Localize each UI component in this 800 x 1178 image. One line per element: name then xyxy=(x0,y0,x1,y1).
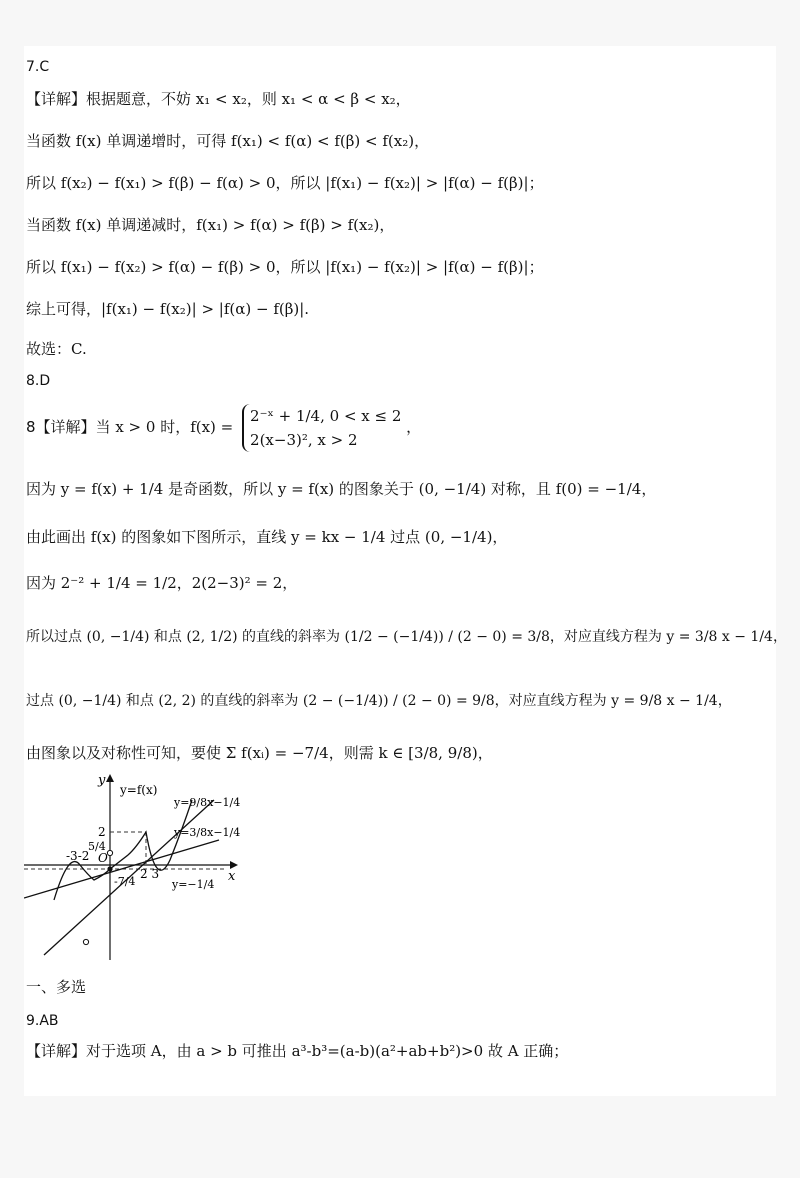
origin-label: O xyxy=(98,851,108,865)
q9-answer: 9.AB xyxy=(26,1013,59,1029)
tick-y-2: 2 xyxy=(98,825,106,839)
q8-line-6: 过点 (0, −1/4) 和点 (2, 2) 的直线的斜率为 (2 − (−1/4)) / (2 − 0) = 9/8，对应直线方程为 y = 9/8 x − 1/4， xyxy=(26,693,732,709)
y-axis-label: y xyxy=(98,773,106,788)
q7-answer: 7.C xyxy=(26,59,50,75)
detail-tag: 【详解】 xyxy=(26,90,87,108)
q7-line-7: 故选：C. xyxy=(26,340,87,358)
x-axis-label: x xyxy=(228,869,236,884)
document-page xyxy=(24,46,787,1096)
line-shallow-label: y=3/8x−1/4 xyxy=(174,826,241,839)
x-axis-arrow-icon xyxy=(230,861,238,869)
tick-y-5-4: 5/4 xyxy=(88,840,106,853)
q7-line-3: 所以 f(x₂) − f(x₁) > f(β) − f(α) > 0，所以 |f(x₁) − f(x₂)| > |f(α) − f(β)|； xyxy=(26,174,544,192)
q7-line-6: 综上可得，|f(x₁) − f(x₂)| > |f(α) − f(β)|. xyxy=(26,300,310,318)
detail-tag: 8【详解】 xyxy=(26,418,96,436)
point-hollow-5-4 xyxy=(107,850,112,855)
q8-answer: 8.D xyxy=(26,373,51,389)
tick-y-minus-7-4: -7/4 xyxy=(114,875,136,888)
q8-line-4: 因为 2⁻² + 1/4 = 1/2，2(2−3)² = 2， xyxy=(26,574,298,592)
curve-label: y=f(x) xyxy=(120,783,158,797)
q8-line-5: 所以过点 (0, −1/4) 和点 (2, 1/2) 的直线的斜率为 (1/2 − (−1/4)) / (2 − 0) = 3/8，对应直线方程为 y = 3/8 x − 1/4， xyxy=(26,629,787,645)
q7-line-2: 当函数 f(x) 单调递增时，可得 f(x₁) < f(α) < f(β) < f(x₂)， xyxy=(26,132,430,150)
q8-line-1: 8【详解】当 x > 0 时，f(x) = 2⁻ˣ + 1/4, 0 < x ≤ 2 2(x−3)², x > 2 ， xyxy=(26,404,421,452)
q8-intro: 当 x > 0 时，f(x) = xyxy=(95,418,234,436)
detail-tag: 【详解】 xyxy=(26,1042,87,1060)
q9-line-1 xyxy=(26,1040,568,1062)
tick-left-labels: -3-2 xyxy=(66,849,90,863)
piecewise-brace xyxy=(242,404,401,452)
piecewise-case-1: 2⁻ˣ + 1/4, 0 < x ≤ 2 xyxy=(250,407,402,425)
q7-line-4: 当函数 f(x) 单调递减时，f(x₁) > f(α) > f(β) > f(x₂)， xyxy=(26,216,395,234)
q8-line-2: 因为 y = f(x) + 1/4 是奇函数，所以 y = f(x) 的图象关于 (0, −1/4) 对称，且 f(0) = −1/4， xyxy=(26,480,657,498)
tick-right-labels: 2 3 xyxy=(140,867,160,881)
q8-line-7: 由图象以及对称性可知，要使 Σ f(xᵢ) = −7/4，则需 k ∈ [3/8, 9/8)， xyxy=(26,744,493,762)
y-axis-arrow-icon xyxy=(106,774,114,782)
line-h-label: y=−1/4 xyxy=(172,878,215,891)
point-solid-origin xyxy=(107,866,112,871)
section-heading: 一、多选 xyxy=(26,978,87,996)
function-graph xyxy=(24,770,254,970)
q7-line-5: 所以 f(x₁) − f(x₂) > f(α) − f(β) > 0，所以 |f(x₁) − f(x₂)| > |f(α) − f(β)|； xyxy=(26,258,544,276)
point-hollow-neg xyxy=(83,939,88,944)
line-steep-label: y=9/8x−1/4 xyxy=(174,796,241,809)
piecewise-case-2: 2(x−3)², x > 2 xyxy=(250,431,358,449)
q7-line-1 xyxy=(26,88,411,110)
q7-text-1: 根据题意，不妨 x₁ < x₂，则 x₁ < α < β < x₂， xyxy=(86,90,411,108)
q9-text-1: 对于选项 A，由 a > b 可推出 a³-b³=(a-b)(a²+ab+b²)>0 故 A 正确； xyxy=(86,1042,569,1060)
q8-line-3: 由此画出 f(x) 的图象如下图所示，直线 y = kx − 1/4 过点 (0, −1/4)， xyxy=(26,528,508,546)
